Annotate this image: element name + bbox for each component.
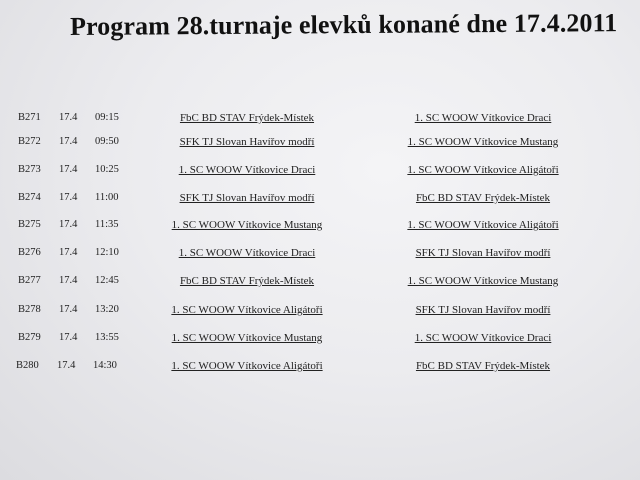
match-code: B273 — [18, 164, 41, 175]
match-row — [0, 190, 640, 206]
away-team: 1. SC WOOW Vítkovice Draci — [414, 332, 552, 344]
match-code: B278 — [18, 304, 41, 315]
away-team: FbC BD STAV Frýdek-Místek — [415, 360, 551, 372]
home-team: SFK TJ Slovan Havířov modří — [179, 136, 315, 148]
away-team: 1. SC WOOW Vítkovice Mustang — [407, 275, 559, 287]
match-date: 17.4 — [59, 164, 78, 175]
match-row — [0, 358, 640, 374]
away-team: 1. SC WOOW Vítkovice Draci — [414, 112, 552, 124]
match-time: 13:55 — [95, 332, 119, 343]
match-code: B274 — [18, 192, 41, 203]
match-code: B275 — [18, 219, 41, 230]
match-row — [0, 330, 640, 346]
match-row — [0, 245, 640, 261]
match-row — [0, 162, 640, 178]
match-code: B276 — [18, 247, 41, 258]
away-team: FbC BD STAV Frýdek-Místek — [415, 192, 551, 204]
match-date: 17.4 — [59, 332, 78, 343]
home-team: 1. SC WOOW Vítkovice Draci — [178, 247, 316, 259]
away-team: SFK TJ Slovan Havířov modří — [415, 247, 551, 259]
match-date: 17.4 — [57, 360, 76, 371]
match-row — [0, 302, 640, 318]
match-code: B280 — [16, 360, 39, 371]
match-code: B279 — [18, 332, 41, 343]
away-team: 1. SC WOOW Vítkovice Mustang — [407, 136, 559, 148]
match-code: B271 — [18, 112, 41, 123]
match-row — [0, 110, 640, 126]
match-row — [0, 273, 640, 289]
home-team: 1. SC WOOW Vítkovice Draci — [178, 164, 316, 176]
home-team: FbC BD STAV Frýdek-Místek — [179, 275, 315, 287]
match-time: 11:35 — [95, 219, 119, 230]
home-team: SFK TJ Slovan Havířov modří — [179, 192, 315, 204]
away-team: 1. SC WOOW Vítkovice Aligátoři — [407, 219, 559, 231]
page-title: Program 28.turnaje elevků konané dne 17.4.2011 — [70, 8, 618, 41]
match-time: 09:50 — [95, 136, 119, 147]
home-team: 1. SC WOOW Vítkovice Aligátoři — [171, 360, 323, 372]
home-team: 1. SC WOOW Vítkovice Aligátoři — [171, 304, 323, 316]
home-team: 1. SC WOOW Vítkovice Mustang — [171, 332, 323, 344]
away-team: SFK TJ Slovan Havířov modří — [415, 304, 551, 316]
home-team: FbC BD STAV Frýdek-Místek — [179, 112, 315, 124]
home-team: 1. SC WOOW Vítkovice Mustang — [171, 219, 323, 231]
match-time: 09:15 — [95, 112, 119, 123]
match-date: 17.4 — [59, 136, 78, 147]
match-time: 10:25 — [95, 164, 119, 175]
match-time: 11:00 — [95, 192, 119, 203]
match-date: 17.4 — [59, 275, 78, 286]
match-time: 14:30 — [93, 360, 117, 371]
match-time: 12:45 — [95, 275, 119, 286]
match-date: 17.4 — [59, 219, 78, 230]
match-row — [0, 134, 640, 150]
match-date: 17.4 — [59, 112, 78, 123]
match-code: B272 — [18, 136, 41, 147]
match-time: 12:10 — [95, 247, 119, 258]
match-row — [0, 217, 640, 233]
match-date: 17.4 — [59, 247, 78, 258]
match-time: 13:20 — [95, 304, 119, 315]
match-date: 17.4 — [59, 304, 78, 315]
match-code: B277 — [18, 275, 41, 286]
away-team: 1. SC WOOW Vítkovice Aligátoři — [407, 164, 559, 176]
match-date: 17.4 — [59, 192, 78, 203]
